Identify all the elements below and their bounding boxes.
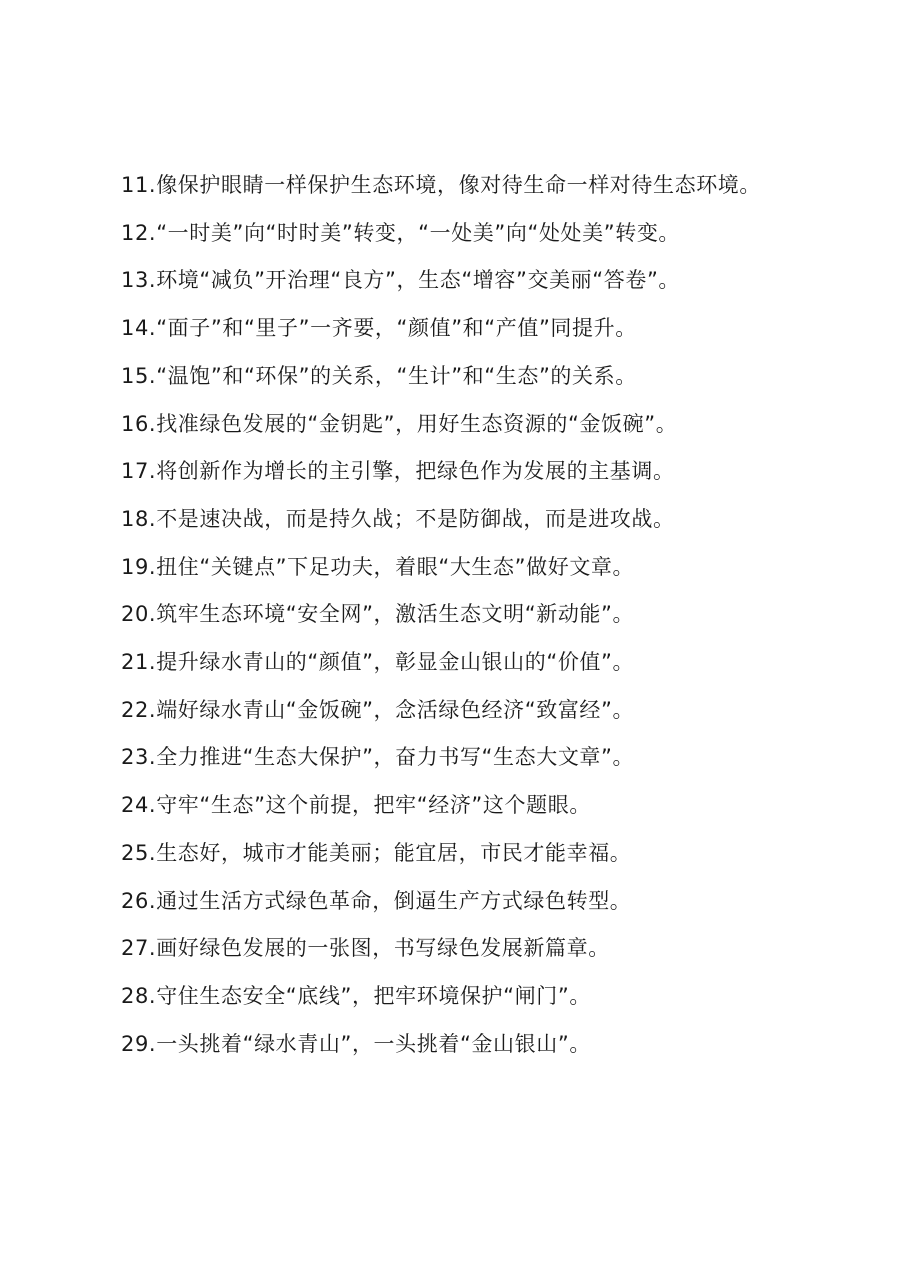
slogan-item-12: 12.“一时美”向“时时美”转变，“一处美”向“处处美”转变。 (121, 220, 681, 245)
slogan-item-29: 29.一头挑着“绿水青山”，一头挑着“金山银山”。 (121, 1031, 591, 1056)
slogan-list (121, 162, 811, 1068)
slogan-item-11: 11.像保护眼睛一样保护生态环境，像对待生命一样对待生态环境。 (121, 173, 761, 197)
slogan-item-28: 28.守住生态安全“底线”，把牢环境保护“闸门”。 (121, 983, 591, 1008)
slogan-item-23: 23.全力推进“生态大保护”，奋力书写“生态大文章”。 (121, 745, 635, 770)
slogan-item-24: 24.守牢“生态”这个前提，把牢“经济”这个题眼。 (121, 793, 591, 818)
slogan-item-13: 13.环境“减负”开治理“良方”，生态“增容”交美丽“答卷”。 (121, 268, 681, 293)
slogan-item-26: 26.通过生活方式绿色革命，倒逼生产方式绿色转型。 (121, 888, 632, 913)
slogan-item-25: 25.生态好，城市才能美丽；能宜居，市民才能幸福。 (121, 840, 632, 865)
slogan-item-15: 15.“温饱”和“环保”的关系，“生计”和“生态”的关系。 (121, 363, 637, 388)
slogan-item-19: 19.扭住“关键点”下足功夫，着眼“大生态”做好文章。 (121, 554, 635, 579)
slogan-item-18: 18.不是速决战，而是持久战；不是防御战，而是进攻战。 (121, 506, 675, 531)
slogan-item-22: 22.端好绿水青山“金饭碗”，念活绿色经济“致富经”。 (121, 697, 635, 722)
slogan-item-14: 14.“面子”和“里子”一齐要，“颜值”和“产值”同提升。 (121, 316, 637, 341)
slogan-item-16: 16.找准绿色发展的“金钥匙”，用好生态资源的“金饭碗”。 (121, 411, 678, 436)
slogan-item-21: 21.提升绿水青山的“颜值”，彰显金山银山的“价值”。 (121, 650, 635, 675)
slogan-item-27: 27.画好绿色发展的一张图，书写绿色发展新篇章。 (121, 936, 610, 961)
slogan-item-20: 20.筑牢生态环境“安全网”，激活生态文明“新动能”。 (121, 602, 635, 627)
slogan-item-17: 17.将创新作为增长的主引擎，把绿色作为发展的主基调。 (121, 459, 675, 484)
